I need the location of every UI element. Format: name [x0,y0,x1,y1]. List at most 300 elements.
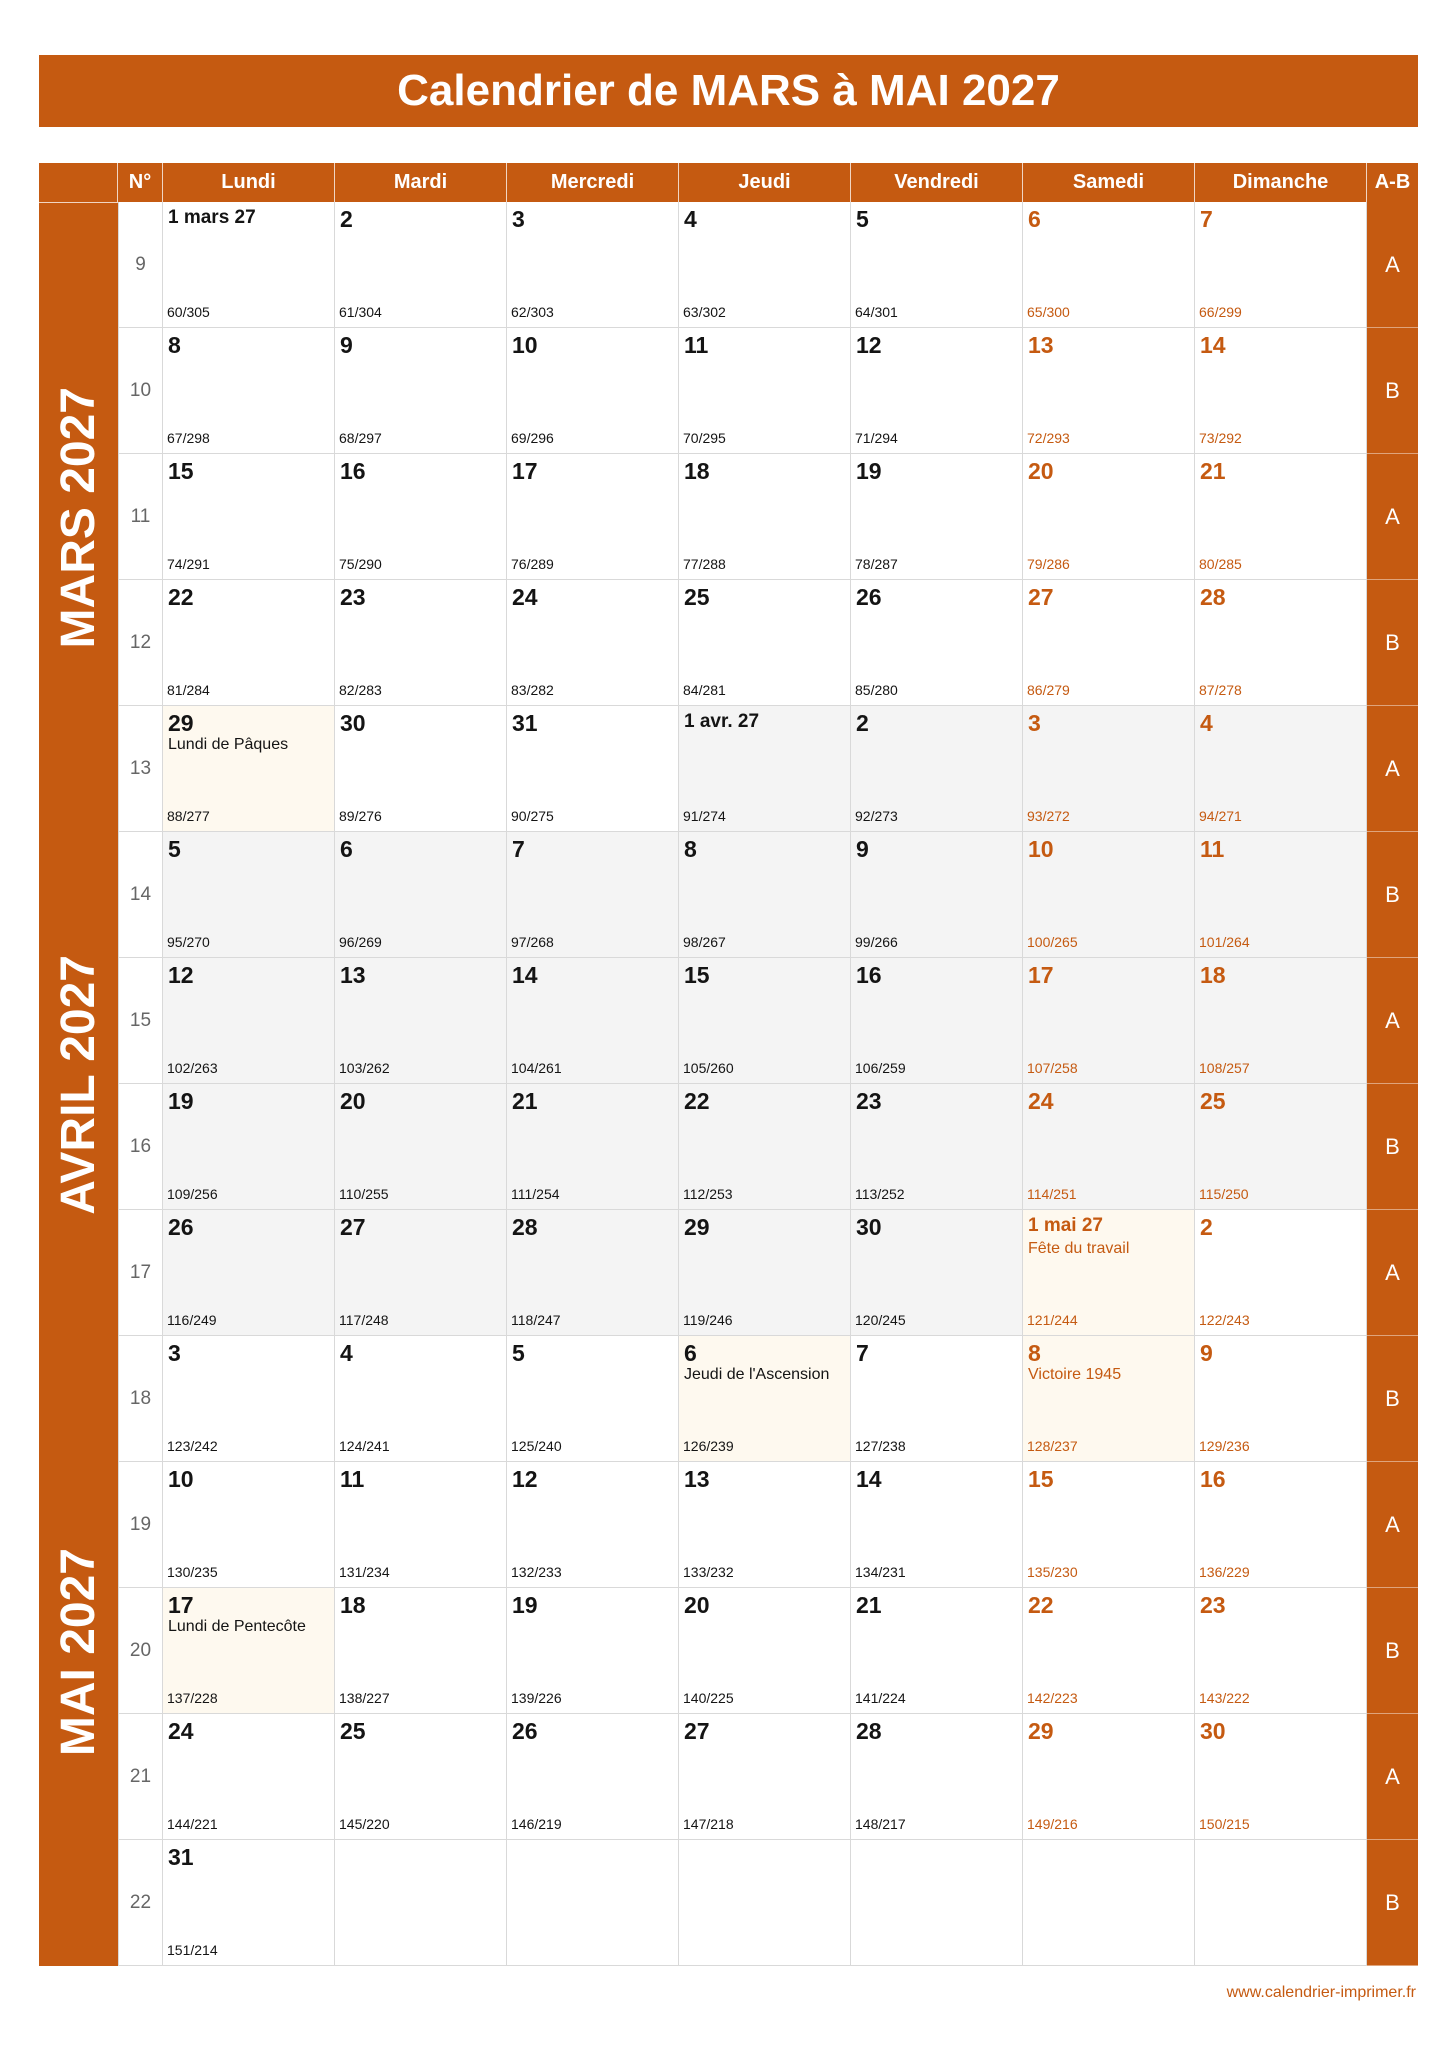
day-of-year: 138/227 [339,1690,390,1706]
day-cell [851,202,1023,328]
day-of-year: 128/237 [1027,1438,1078,1454]
day-cell [1023,454,1195,580]
day-number: 15 [168,458,194,484]
day-cell [679,958,851,1084]
empty-day-cell [851,1840,1023,1966]
day-of-year: 123/242 [167,1438,218,1454]
day-number: 20 [1028,458,1054,484]
header-ab: A-B [1374,171,1411,193]
week-ab-label: B [1367,1336,1418,1462]
day-number: 23 [856,1088,882,1114]
day-of-year: 115/250 [1199,1186,1249,1202]
day-cell [163,580,335,706]
day-cell [163,202,335,328]
day-of-year: 102/263 [167,1060,218,1076]
day-of-year: 109/256 [167,1186,218,1202]
day-of-year: 130/235 [167,1564,218,1580]
day-cell [1023,1210,1195,1336]
day-number: 3 [1028,710,1041,736]
day-number: 17 [512,458,538,484]
day-of-year: 87/278 [1199,682,1242,698]
header-day-saturday: Samedi [1023,163,1195,202]
day-cell [507,958,679,1084]
day-number: 8 [684,836,697,862]
day-cell [1023,1588,1195,1714]
header-week-number: N° [118,163,163,202]
day-of-year: 85/280 [855,682,898,698]
header-row [39,163,1418,202]
day-number: 26 [512,1718,538,1744]
day-number: 17 [168,1592,194,1618]
day-of-year: 69/296 [511,430,554,446]
day-of-year: 60/305 [167,304,210,320]
day-cell [507,454,679,580]
day-number: 4 [340,1340,353,1366]
day-cell [679,202,851,328]
day-number: 21 [1200,458,1226,484]
day-of-year: 79/286 [1027,556,1070,572]
week-row [39,1840,1418,1966]
day-cell [335,454,507,580]
day-cell [335,580,507,706]
day-number: 22 [168,584,194,610]
day-of-year: 76/289 [511,556,554,572]
day-number: 24 [168,1718,194,1744]
day-of-year: 72/293 [1027,430,1070,446]
day-number: 3 [512,206,525,232]
day-number: 21 [512,1088,538,1114]
week-number: 10 [118,328,163,454]
day-cell [851,580,1023,706]
day-number: 11 [1200,836,1225,862]
day-cell [335,202,507,328]
day-of-year: 142/223 [1027,1690,1078,1706]
week-ab-label: A [1367,1462,1418,1588]
day-cell [163,1714,335,1840]
day-of-year: 64/301 [855,304,898,320]
day-cell [335,706,507,832]
day-of-year: 71/294 [855,430,898,446]
day-of-year: 63/302 [683,304,726,320]
day-cell [335,1588,507,1714]
week-row [39,328,1418,454]
week-row [39,958,1418,1084]
day-cell [163,1840,335,1966]
day-of-year: 126/239 [683,1438,734,1454]
day-number: 7 [512,836,525,862]
day-cell [507,1336,679,1462]
day-cell [851,1714,1023,1840]
week-row [39,1210,1418,1336]
day-cell [1023,832,1195,958]
day-of-year: 113/252 [855,1186,905,1202]
week-row [39,1588,1418,1714]
day-number: 7 [1200,206,1213,232]
holiday-name: Lundi de Pâques [168,736,289,753]
day-of-year: 139/226 [511,1690,562,1706]
day-number: 6 [1028,206,1041,232]
day-number: 10 [168,1466,194,1492]
day-cell [679,328,851,454]
day-cell [335,1210,507,1336]
day-number: 6 [340,836,353,862]
day-number: 31 [512,710,538,736]
day-of-year: 81/284 [167,682,210,698]
day-of-year: 101/264 [1199,934,1250,950]
header-day-monday: Lundi [163,163,335,202]
day-number: 5 [168,836,181,862]
day-cell [679,706,851,832]
day-number: 11 [684,332,709,358]
day-number: 6 [684,1340,697,1366]
day-number: 10 [1028,836,1054,862]
day-cell [1195,454,1367,580]
day-number: 29 [1028,1718,1054,1744]
week-ab-label: B [1367,832,1418,958]
day-number: 13 [340,962,366,988]
day-number: 7 [856,1340,869,1366]
day-cell [679,1210,851,1336]
day-number: 3 [168,1340,181,1366]
day-number: 2 [1200,1214,1213,1240]
day-number: 2 [340,206,353,232]
day-cell [507,1084,679,1210]
day-of-year: 124/241 [339,1438,390,1454]
day-cell [507,202,679,328]
holiday-name: Fête du travail [1028,1240,1130,1257]
day-cell [1195,1588,1367,1714]
header-day-wednesday: Mercredi [507,163,679,202]
day-cell [851,1084,1023,1210]
day-cell [335,1714,507,1840]
day-cell [851,328,1023,454]
week-number: 9 [118,202,163,328]
day-number: 27 [340,1214,366,1240]
day-of-year: 110/255 [339,1186,389,1202]
day-cell [507,1714,679,1840]
holiday-name: Jeudi de l'Ascension [684,1366,830,1383]
day-number: 31 [168,1844,194,1870]
day-of-year: 66/299 [1199,304,1242,320]
day-of-year: 127/238 [855,1438,906,1454]
day-cell [1023,328,1195,454]
week-ab-label: A [1367,202,1418,328]
day-of-year: 62/303 [511,304,554,320]
day-cell [163,328,335,454]
week-ab-label: B [1367,328,1418,454]
day-cell [507,1588,679,1714]
day-of-year: 89/276 [339,808,382,824]
day-number: 8 [168,332,181,358]
day-number: 11 [340,1466,365,1492]
day-cell [335,1336,507,1462]
day-of-year: 137/228 [167,1690,218,1706]
day-number: 12 [856,332,882,358]
day-cell [507,580,679,706]
day-of-year: 148/217 [855,1816,906,1832]
day-of-year: 61/304 [339,304,382,320]
month-label: MAI 2027 [51,1547,105,1757]
day-of-year: 119/246 [683,1312,733,1328]
empty-day-cell [1195,1840,1367,1966]
day-of-year: 93/272 [1027,808,1070,824]
day-number: 30 [340,710,366,736]
footer-website: www.calendrier-imprimer.fr [1226,1984,1416,2001]
day-number: 28 [1200,584,1226,610]
day-cell [1023,706,1195,832]
day-of-year: 120/245 [855,1312,906,1328]
day-number: 9 [856,836,869,862]
day-cell [1195,202,1367,328]
header-day-thursday: Jeudi [679,163,851,202]
day-cell [1195,328,1367,454]
week-row [39,1462,1418,1588]
week-ab-label: B [1367,1084,1418,1210]
day-of-year: 86/279 [1027,682,1070,698]
week-row [39,454,1418,580]
day-cell [1195,958,1367,1084]
day-cell [335,1084,507,1210]
week-ab-label: A [1367,454,1418,580]
day-cell [1195,1210,1367,1336]
day-number: 19 [168,1088,194,1114]
day-number: 25 [684,584,710,610]
day-cell [163,1462,335,1588]
day-cell [679,1714,851,1840]
day-number: 4 [1200,710,1213,736]
week-number: 21 [118,1714,163,1840]
day-number: 18 [684,458,710,484]
day-number: 24 [512,584,538,610]
day-number: 2 [856,710,869,736]
day-of-year: 145/220 [339,1816,390,1832]
day-of-year: 133/232 [683,1564,734,1580]
day-cell [679,580,851,706]
day-cell [1023,958,1195,1084]
day-of-year: 129/236 [1199,1438,1250,1454]
day-number: 29 [168,710,194,736]
week-number: 14 [118,832,163,958]
day-cell [335,832,507,958]
day-cell [163,1588,335,1714]
day-cell [163,832,335,958]
week-row [39,832,1418,958]
day-of-year: 100/265 [1027,934,1078,950]
day-cell [1195,1462,1367,1588]
day-cell [163,1336,335,1462]
day-of-year: 150/215 [1199,1816,1250,1832]
month-start-label: 1 avr. 27 [684,711,760,732]
day-of-year: 132/233 [511,1564,562,1580]
day-cell [335,958,507,1084]
holiday-name: Victoire 1945 [1028,1366,1122,1383]
calendar-title: Calendrier de MARS à MAI 2027 [39,55,1418,127]
day-number: 14 [1200,332,1226,358]
week-ab-label: A [1367,958,1418,1084]
day-of-year: 70/295 [683,430,726,446]
day-cell [1023,1714,1195,1840]
day-of-year: 103/262 [339,1060,390,1076]
day-cell [851,832,1023,958]
day-cell [507,832,679,958]
day-of-year: 143/222 [1199,1690,1250,1706]
day-number: 19 [512,1592,538,1618]
day-cell [1195,1714,1367,1840]
day-of-year: 92/273 [855,808,898,824]
day-cell [507,706,679,832]
week-row [39,1336,1418,1462]
calendar-grid [39,202,1418,1966]
day-number: 20 [340,1088,366,1114]
day-cell [679,1462,851,1588]
day-number: 18 [1200,962,1226,988]
day-number: 23 [1200,1592,1226,1618]
day-of-year: 149/216 [1027,1816,1078,1832]
day-cell [679,1588,851,1714]
day-of-year: 114/251 [1027,1186,1077,1202]
day-number: 28 [856,1718,882,1744]
day-cell [1195,580,1367,706]
day-number: 13 [1028,332,1054,358]
day-of-year: 99/266 [855,934,898,950]
day-number: 12 [512,1466,538,1492]
day-of-year: 121/244 [1027,1312,1078,1328]
day-number: 25 [340,1718,366,1744]
day-number: 27 [684,1718,710,1744]
week-ab-label: B [1367,1840,1418,1966]
day-number: 8 [1028,1340,1041,1366]
day-number: 25 [1200,1088,1226,1114]
day-cell [851,1336,1023,1462]
day-of-year: 84/281 [683,682,726,698]
day-cell [1023,580,1195,706]
month-start-label: 1 mars 27 [168,207,256,228]
day-number: 28 [512,1214,538,1240]
empty-day-cell [1023,1840,1195,1966]
week-number: 13 [118,706,163,832]
holiday-name: Lundi de Pentecôte [168,1618,306,1635]
day-of-year: 146/219 [511,1816,562,1832]
day-of-year: 116/249 [167,1312,217,1328]
day-of-year: 140/225 [683,1690,734,1706]
day-number: 23 [340,584,366,610]
day-cell [1195,1336,1367,1462]
day-cell [851,706,1023,832]
week-number: 22 [118,1840,163,1966]
day-cell [163,706,335,832]
day-cell [851,1588,1023,1714]
month-label: AVRIL 2027 [51,955,105,1215]
day-of-year: 122/243 [1199,1312,1250,1328]
day-of-year: 98/267 [683,934,726,950]
day-cell [507,1462,679,1588]
day-number: 14 [512,962,538,988]
day-of-year: 91/274 [683,808,726,824]
day-of-year: 144/221 [167,1816,218,1832]
day-number: 21 [856,1592,882,1618]
week-row [39,580,1418,706]
week-number: 12 [118,580,163,706]
day-of-year: 78/287 [855,556,898,572]
day-cell [679,1084,851,1210]
day-number: 12 [168,962,194,988]
day-of-year: 141/224 [855,1690,906,1706]
day-cell [163,1084,335,1210]
day-of-year: 83/282 [511,682,554,698]
day-of-year: 105/260 [683,1060,734,1076]
header-day-tuesday: Mardi [335,163,507,202]
empty-day-cell [507,1840,679,1966]
header-month-cell [39,163,118,202]
day-of-year: 96/269 [339,934,382,950]
empty-day-cell [679,1840,851,1966]
day-of-year: 73/292 [1199,430,1242,446]
week-number: 18 [118,1336,163,1462]
day-of-year: 104/261 [511,1060,562,1076]
day-cell [679,454,851,580]
day-cell [1023,202,1195,328]
week-row [39,1084,1418,1210]
day-cell [679,1336,851,1462]
day-number: 17 [1028,962,1054,988]
day-of-year: 135/230 [1027,1564,1078,1580]
day-number: 30 [1200,1718,1226,1744]
day-of-year: 95/270 [167,934,210,950]
day-number: 13 [684,1466,710,1492]
day-number: 27 [1028,584,1054,610]
day-of-year: 77/288 [683,556,726,572]
week-ab-label: A [1367,1714,1418,1840]
day-number: 5 [856,206,869,232]
day-cell [851,958,1023,1084]
week-row [39,1714,1418,1840]
day-number: 9 [1200,1340,1213,1366]
day-number: 26 [168,1214,194,1240]
week-row [39,202,1418,328]
month-label: MARS 2027 [51,387,105,649]
day-of-year: 117/248 [339,1312,389,1328]
day-number: 26 [856,584,882,610]
month-start-label: 1 mai 27 [1028,1215,1103,1236]
week-number: 15 [118,958,163,1084]
day-number: 9 [340,332,353,358]
week-ab-label: A [1367,1210,1418,1336]
day-number: 4 [684,206,697,232]
day-of-year: 88/277 [167,808,210,824]
day-cell [1195,1084,1367,1210]
day-cell [851,1210,1023,1336]
day-of-year: 131/234 [339,1564,390,1580]
day-cell [679,832,851,958]
day-of-year: 75/290 [339,556,382,572]
week-number: 19 [118,1462,163,1588]
day-cell [1195,706,1367,832]
day-cell [1023,1084,1195,1210]
day-cell [335,328,507,454]
empty-day-cell [335,1840,507,1966]
day-of-year: 112/253 [683,1186,733,1202]
day-of-year: 68/297 [339,430,382,446]
day-number: 29 [684,1214,710,1240]
week-ab-label: A [1367,706,1418,832]
day-of-year: 107/258 [1027,1060,1078,1076]
day-number: 15 [1028,1466,1054,1492]
day-of-year: 108/257 [1199,1060,1250,1076]
header-day-friday: Vendredi [851,163,1023,202]
day-number: 24 [1028,1088,1054,1114]
day-cell [507,328,679,454]
day-number: 22 [1028,1592,1054,1618]
